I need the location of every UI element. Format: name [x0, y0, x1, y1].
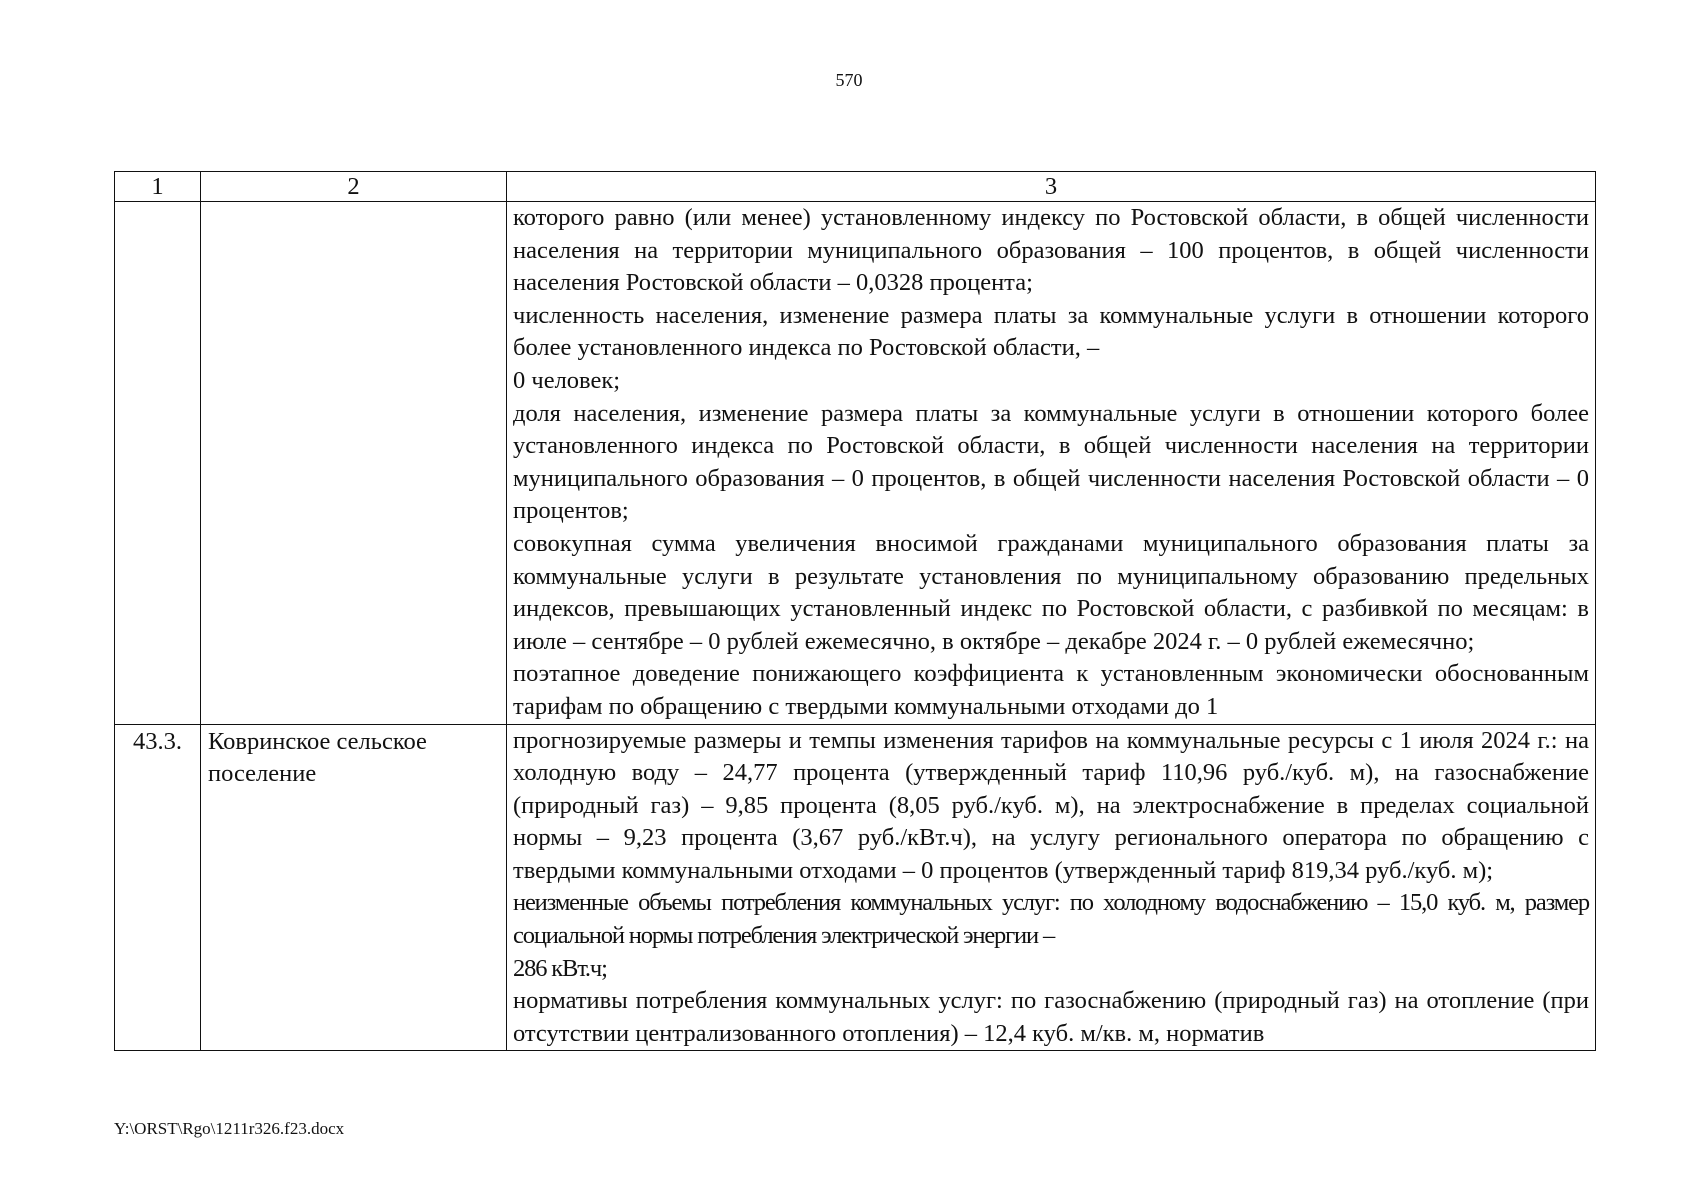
column-header-1: 1	[115, 172, 201, 202]
table-header-row	[115, 172, 1596, 202]
paragraph: нормативы потребления коммунальных услуг: по газоснабжению (природный газ) на отопление (при отсутствии централизованного отопления) – 12,4 куб. м/кв. м, норматив	[513, 987, 1589, 1047]
column-header-2: 2	[201, 172, 507, 202]
row-number-cell	[115, 202, 201, 725]
paragraph: численность населения, изменение размера платы за коммунальные услуги в отношении которого более установленного индекса по Ростовской области, – 0 человек;	[513, 301, 1589, 394]
row-number-cell: 43.3.	[115, 724, 201, 1051]
document-table	[114, 171, 1596, 1051]
paragraph: доля населения, изменение размера платы за коммунальные услуги в отношении которого более установленного индекса по Ростовской области, в общей численности населения на территории муниципального образования – 0 процентов, в общей численности населения Ростовской области – 0 процентов;	[513, 399, 1589, 525]
settlement-name-cell: Ковринское сельское поселение	[201, 724, 507, 1051]
paragraph: поэтапное доведение понижающего коэффициента к установленным экономически обоснованным тарифам по обращению с твердыми коммунальными отходами до 1	[513, 660, 1589, 720]
indicator-text-cell	[507, 724, 1596, 1051]
page-number: 570	[835, 70, 863, 90]
column-header-3: 3	[507, 172, 1596, 202]
file-path-footer: Y:\ORST\Rgo\1211r326.f23.docx	[114, 1119, 345, 1138]
paragraph: совокупная сумма увеличения вносимой гражданами муниципального образования платы за коммунальные услуги в результате установления по муниципальному образованию предельных индексов, превышающих установленный индекс по Ростовской области, с разбивкой по месяцам: в июле – сентябре – 0 рублей ежемесячно, в октябре – декабре 2024 г. – 0 рублей ежемесячно;	[513, 529, 1589, 655]
paragraph: которого равно (или менее) установленному индексу по Ростовской области, в общей численности населения на территории муниципального образования – 100 процентов, в общей численности населения Ростовской области – 0,0328 процента;	[513, 204, 1589, 297]
paragraph: неизменные объемы потребления коммунальных услуг: по холодному водоснабжению – 15,0 куб. м, размер социальной нормы потребления электрической энергии – 286 кВт.ч;	[513, 889, 1589, 982]
indicator-text-cell	[507, 202, 1596, 725]
settlement-name-cell	[201, 202, 507, 725]
table-row	[115, 202, 1596, 725]
table-row	[115, 724, 1596, 1051]
paragraph: прогнозируемые размеры и темпы изменения тарифов на коммунальные ресурсы с 1 июля 2024 г.: на холодную воду – 24,77 процента (утвержденный тариф 110,96 руб./куб. м), на газоснабжение (природный газ) – 9,85 процента (8,05 руб./куб. м), на электроснабжение в пределах социальной нормы – 9,23 процента (3,67 руб./кВт.ч), на услугу регионального оператора по обращению с твердыми коммунальными отходами – 0 процентов (утвержденный тариф 819,34 руб./куб. м);	[513, 726, 1589, 884]
